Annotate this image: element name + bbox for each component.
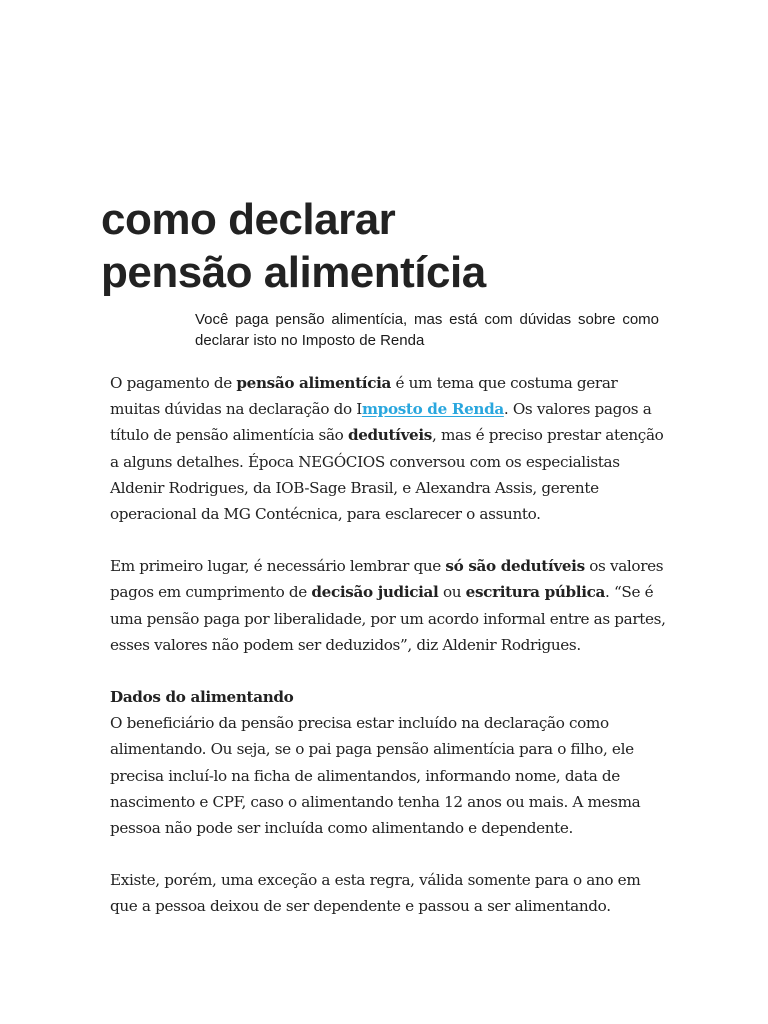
- bold-text: só são dedutíveis: [445, 557, 585, 576]
- section-heading: Dados do alimentando: [110, 688, 294, 707]
- text: . “Se é uma pensão paga por liberalidade, por um acordo informal entre as partes, esses valores não podem ser deduzidos”, diz Aldenir Rodrigues.: [110, 583, 666, 654]
- text: , mas é preciso prestar atenção a alguns detalhes. Época NEGÓCIOS conversou com os especialistas Aldenir Rodrigues, da IOB-Sage Brasil, e Alexandra Assis, gerente operacional da MG Contécnica, para esclarecer o assunto.: [110, 426, 664, 524]
- article-subtitle: Você paga pensão alimentícia, mas está com dúvidas sobre como declarar isto no Imposto de Renda: [195, 311, 659, 349]
- paragraph-exception: Existe, porém, uma exceção a esta regra, válida somente para o ano em que a pessoa deixou de ser dependente e passou a ser alimentando.: [110, 871, 641, 916]
- title-line-2: pensão alimentícia: [101, 248, 486, 297]
- text: Em primeiro lugar, é necessário lembrar que: [110, 557, 446, 576]
- paragraph-intro: [110, 370, 666, 527]
- bold-text: dedutíveis: [347, 426, 432, 445]
- title-line-1: como declarar: [101, 195, 396, 244]
- text: O pagamento de: [110, 374, 237, 392]
- text: . Os valores pagos a título de pensão alimentícia são: [110, 400, 652, 445]
- bold-text: decisão judicial: [311, 583, 439, 602]
- text: ou: [438, 583, 466, 602]
- text: os valores pagos em cumprimento de: [110, 557, 664, 602]
- bold-text: escritura pública: [465, 583, 606, 602]
- bold-text: pensão alimentícia: [236, 374, 392, 392]
- paragraph-deductible: [110, 553, 666, 658]
- article-body: [110, 370, 666, 946]
- paragraph-alimentando: O beneficiário da pensão precisa estar incluído na declaração como alimentando. Ou seja, se o pai paga pensão alimentícia para o filho, ele precisa incluí-lo na ficha de alimentandos, informando nome, data de nascimento e CPF, caso o alimentando tenha 12 anos ou mais. A mesma pessoa não pode ser incluída como alimentando e dependente.: [110, 714, 641, 838]
- imposto-de-renda-link[interactable]: mposto de Renda: [361, 400, 504, 419]
- article-title: [101, 193, 661, 299]
- text: é um tema que costuma gerar muitas dúvidas na declaração do I: [110, 374, 618, 419]
